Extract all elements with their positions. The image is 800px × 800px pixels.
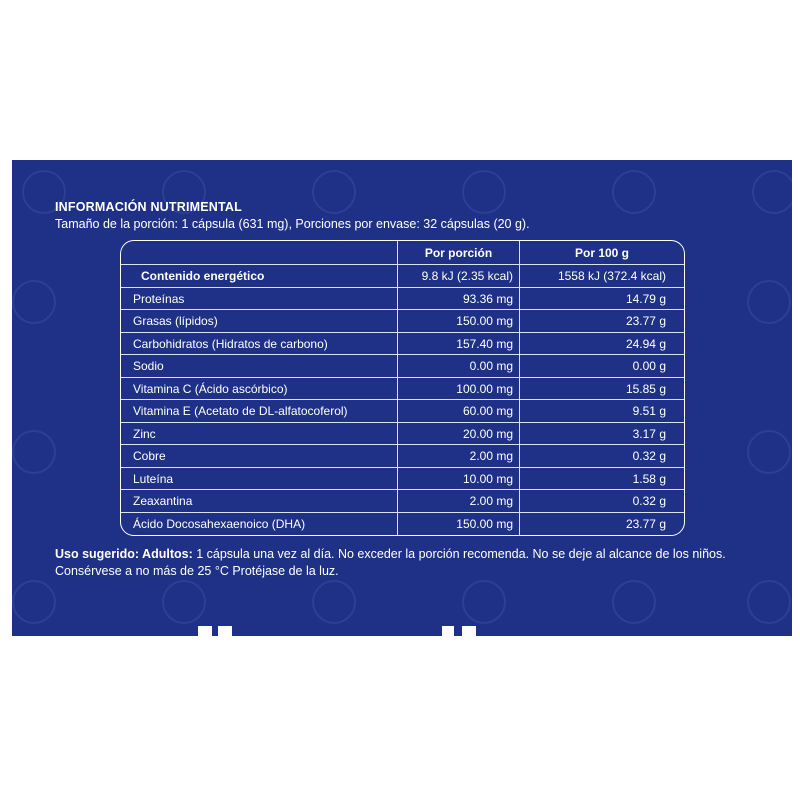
watermark-logo-icon	[612, 170, 656, 214]
nutrient-name: Luteína	[133, 471, 174, 486]
table-row	[121, 287, 684, 310]
serving-info: Tamaño de la porción: 1 cápsula (631 mg), Porciones por envase: 32 cápsulas (20 g).	[55, 217, 530, 231]
per-100g-value: 23.77 g	[519, 513, 684, 535]
watermark-logo-icon	[747, 580, 791, 624]
header-nutrient	[121, 241, 397, 264]
decorative-mark	[442, 626, 454, 636]
header-per-serving: Por porción	[397, 241, 519, 264]
per-serving-value: 60.00 mg	[397, 400, 519, 422]
table-row	[121, 309, 684, 332]
per-100g-value: 14.79 g	[519, 288, 684, 310]
watermark-logo-icon	[12, 280, 56, 324]
nutrient-name: Carbohidratos (Hidratos de carbono)	[133, 336, 328, 351]
table-row	[121, 354, 684, 377]
header-per-100g: Por 100 g	[519, 241, 684, 264]
watermark-logo-icon	[12, 430, 56, 474]
watermark-logo-icon	[462, 170, 506, 214]
per-serving-value: 93.36 mg	[397, 288, 519, 310]
watermark-logo-icon	[612, 580, 656, 624]
nutrient-name: Vitamina E (Acetato de DL-alfatocoferol)	[133, 404, 348, 418]
per-serving-value: 157.40 mg	[397, 333, 519, 355]
per-100g-value: 3.17 g	[519, 423, 684, 445]
decorative-mark	[198, 626, 212, 636]
nutrient-name: Contenido energético	[141, 269, 265, 283]
per-serving-value: 150.00 mg	[397, 513, 519, 535]
per-100g-value: 23.77 g	[519, 310, 684, 332]
watermark-logo-icon	[312, 170, 356, 214]
watermark-logo-icon	[162, 580, 206, 624]
nutrient-name: Zinc	[133, 426, 156, 441]
per-serving-value: 100.00 mg	[397, 378, 519, 400]
per-100g-value: 0.32 g	[519, 490, 684, 512]
nutrient-name: Sodio	[133, 359, 164, 373]
watermark-logo-icon	[12, 580, 56, 624]
watermark-logo-icon	[312, 580, 356, 624]
per-100g-value: 0.32 g	[519, 445, 684, 467]
nutrient-name: Grasas (lípidos)	[133, 314, 218, 328]
decorative-mark	[218, 626, 232, 636]
per-100g-value: 15.85 g	[519, 378, 684, 400]
per-serving-value: 2.00 mg	[397, 445, 519, 467]
watermark-logo-icon	[752, 170, 792, 214]
table-row	[121, 467, 684, 490]
per-serving-value: 20.00 mg	[397, 423, 519, 445]
watermark-logo-icon	[747, 280, 791, 324]
table-row	[121, 377, 684, 400]
nutrition-title: INFORMACIÓN NUTRIMENTAL	[55, 200, 242, 214]
table-header	[121, 241, 684, 264]
per-serving-value: 2.00 mg	[397, 490, 519, 512]
suggested-use	[55, 546, 755, 580]
watermark-logo-icon	[462, 580, 506, 624]
nutrient-name: Ácido Docosahexaenoico (DHA)	[133, 516, 306, 531]
per-100g-value: 1558 kJ (372.4 kcal)	[519, 265, 684, 287]
per-serving-value: 150.00 mg	[397, 310, 519, 332]
per-100g-value: 24.94 g	[519, 333, 684, 355]
table-row	[121, 399, 684, 422]
nutrient-name: Vitamina C (Ácido ascórbico)	[133, 381, 288, 396]
suggested-use-text: 1 cápsula una vez al día. No exceder la porción recomenda. No se deje al alcance de los niños. Consérvese a no más de 25 °C Protéjase de la luz.	[55, 547, 726, 578]
watermark-logo-icon	[747, 430, 791, 474]
per-100g-value: 0.00 g	[519, 355, 684, 377]
nutrition-label	[12, 160, 792, 636]
per-100g-value: 1.58 g	[519, 468, 684, 490]
per-serving-value: 10.00 mg	[397, 468, 519, 490]
table-row	[121, 264, 684, 287]
suggested-use-label: Uso sugerido: Adultos:	[55, 547, 193, 561]
table-row	[121, 444, 684, 467]
nutrient-name: Zeaxantina	[133, 494, 193, 508]
decorative-mark	[462, 626, 476, 636]
table-row	[121, 332, 684, 355]
per-serving-value: 9.8 kJ (2.35 kcal)	[397, 265, 519, 287]
nutrient-name: Proteínas	[133, 291, 185, 306]
per-100g-value: 9.51 g	[519, 400, 684, 422]
per-serving-value: 0.00 mg	[397, 355, 519, 377]
table-row	[121, 422, 684, 445]
table-row	[121, 512, 684, 535]
table-row	[121, 489, 684, 512]
nutrient-name: Cobre	[133, 449, 166, 463]
nutrition-table	[120, 240, 685, 536]
